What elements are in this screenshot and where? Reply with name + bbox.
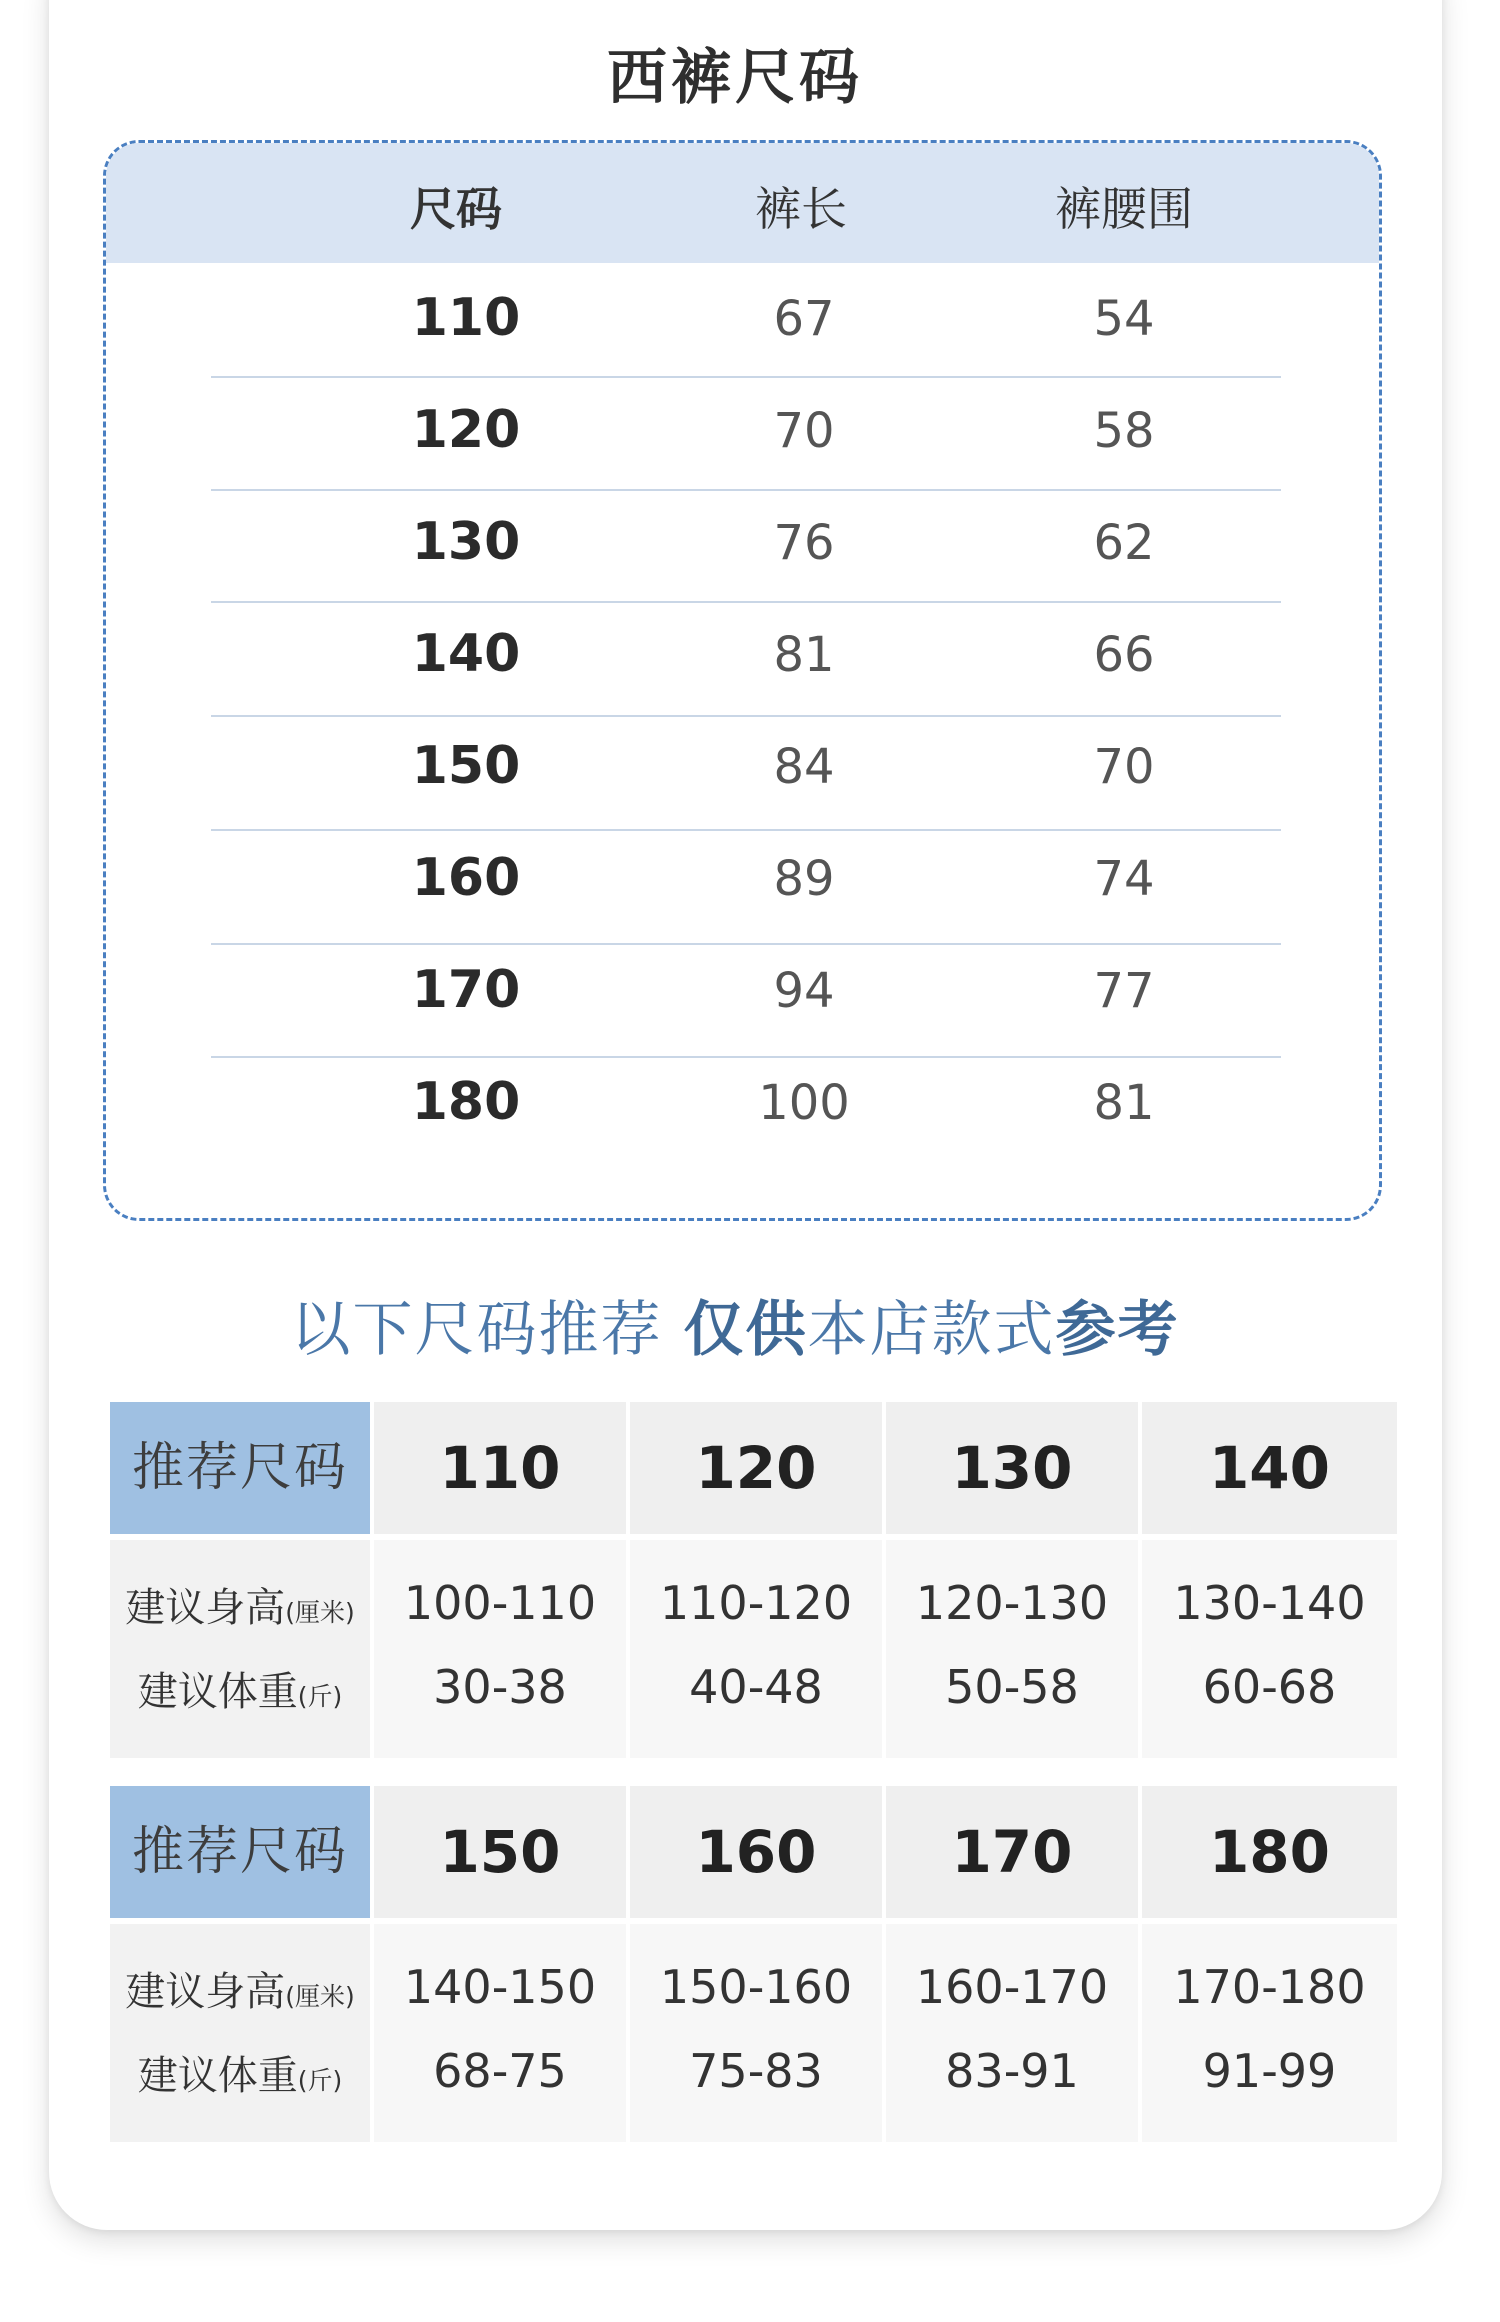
row-waist: 62 xyxy=(1093,515,1155,571)
row-size: 140 xyxy=(411,624,521,684)
recommend-row-labels xyxy=(110,1540,370,1758)
size-table-header xyxy=(106,143,1379,263)
recommend-size: 110 xyxy=(374,1402,626,1534)
row-length: 84 xyxy=(773,739,835,795)
recommend-cell xyxy=(886,1540,1138,1758)
height-range: 170-180 xyxy=(1173,1960,1366,2014)
weight-range: 60-68 xyxy=(1202,1660,1337,1714)
row-waist: 54 xyxy=(1093,291,1155,347)
row-divider xyxy=(211,489,1281,491)
weight-range: 30-38 xyxy=(433,1660,567,1714)
height-range: 110-120 xyxy=(659,1576,853,1630)
height-range: 150-160 xyxy=(659,1960,853,2014)
recommend-cell xyxy=(1142,1924,1397,2142)
height-label: 建议身高(厘米) xyxy=(125,1585,355,1631)
recommend-size-label: 推荐尺码 xyxy=(110,1786,370,1918)
recommend-cell xyxy=(630,1924,882,2142)
row-waist: 77 xyxy=(1093,963,1155,1019)
header-waist: 裤腰围 xyxy=(1055,182,1193,236)
note-part-2: 仅供 xyxy=(683,1295,808,1365)
note-part-1: 以下尺码推荐 xyxy=(290,1295,684,1365)
row-waist: 66 xyxy=(1093,627,1155,683)
row-size: 160 xyxy=(411,848,521,908)
recommend-row-labels xyxy=(110,1924,370,2142)
recommend-size: 140 xyxy=(1142,1402,1397,1534)
row-divider xyxy=(211,943,1281,945)
row-size: 130 xyxy=(411,512,521,572)
height-range: 130-140 xyxy=(1173,1576,1366,1630)
height-range: 120-130 xyxy=(915,1576,1109,1630)
recommend-cell xyxy=(1142,1540,1397,1758)
row-divider xyxy=(211,715,1281,717)
recommend-size: 120 xyxy=(630,1402,882,1534)
weight-label: 建议体重(斤) xyxy=(137,2053,343,2099)
row-divider xyxy=(211,376,1281,378)
height-label: 建议身高(厘米) xyxy=(125,1969,355,2015)
weight-range: 40-48 xyxy=(689,1660,823,1714)
row-waist: 70 xyxy=(1093,739,1155,795)
weight-range: 75-83 xyxy=(689,2044,823,2098)
note-part-4: 参考 xyxy=(1055,1295,1180,1365)
height-range: 160-170 xyxy=(915,1960,1109,2014)
row-waist: 74 xyxy=(1093,851,1155,907)
header-size: 尺码 xyxy=(410,182,502,236)
row-length: 89 xyxy=(773,851,835,907)
recommend-size: 130 xyxy=(886,1402,1138,1534)
weight-range: 68-75 xyxy=(433,2044,567,2098)
row-waist: 81 xyxy=(1093,1075,1155,1131)
recommend-cell xyxy=(374,1540,626,1758)
row-divider xyxy=(211,829,1281,831)
row-length: 67 xyxy=(773,291,835,347)
recommendation-note xyxy=(0,1282,1470,1368)
row-waist: 58 xyxy=(1093,403,1155,459)
row-size: 170 xyxy=(411,960,521,1020)
weight-label: 建议体重(斤) xyxy=(137,1669,343,1715)
note-part-3: 本店款式 xyxy=(807,1295,1056,1365)
height-range: 140-150 xyxy=(403,1960,597,2014)
weight-range: 50-58 xyxy=(945,1660,1079,1714)
row-size: 110 xyxy=(411,288,521,348)
recommend-cell xyxy=(630,1540,882,1758)
size-table xyxy=(103,140,1382,1221)
recommend-cell xyxy=(374,1924,626,2142)
row-length: 70 xyxy=(773,403,835,459)
recommend-size-label: 推荐尺码 xyxy=(110,1402,370,1534)
row-length: 100 xyxy=(758,1075,850,1131)
height-range: 100-110 xyxy=(403,1576,597,1630)
recommend-size: 180 xyxy=(1142,1786,1397,1918)
row-divider xyxy=(211,1056,1281,1058)
row-length: 76 xyxy=(773,515,835,571)
recommend-size: 170 xyxy=(886,1786,1138,1918)
page-title: 西裤尺码 xyxy=(607,43,863,113)
row-length: 94 xyxy=(773,963,835,1019)
row-divider xyxy=(211,601,1281,603)
recommend-size: 150 xyxy=(374,1786,626,1918)
row-size: 120 xyxy=(411,400,521,460)
row-size: 180 xyxy=(411,1072,521,1132)
weight-range: 83-91 xyxy=(945,2044,1079,2098)
row-length: 81 xyxy=(773,627,835,683)
row-size: 150 xyxy=(411,736,521,796)
weight-range: 91-99 xyxy=(1202,2044,1337,2098)
recommend-cell xyxy=(886,1924,1138,2142)
header-length: 裤长 xyxy=(755,182,847,236)
recommend-size: 160 xyxy=(630,1786,882,1918)
